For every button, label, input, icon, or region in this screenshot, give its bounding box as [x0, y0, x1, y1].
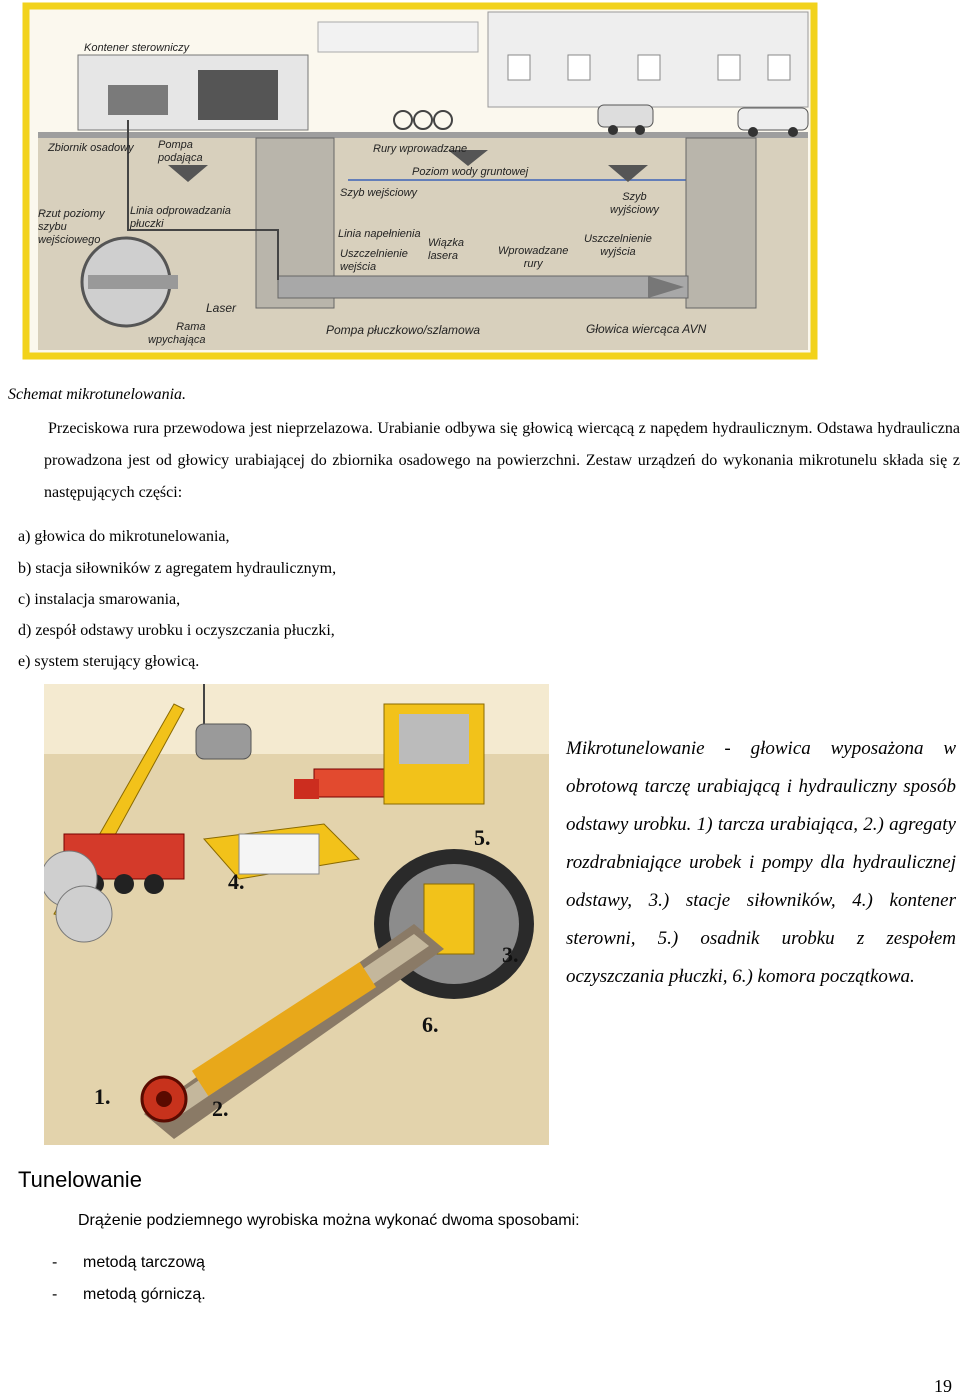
- microtunneling-diagram: [18, 0, 830, 375]
- bullet-dash: -: [52, 1254, 58, 1271]
- illustration-label-2: 2.: [212, 1096, 229, 1121]
- bullet-dash: -: [52, 1286, 58, 1303]
- illustration-label-4: 4.: [228, 869, 245, 894]
- label-szyb-wejsciowy: Szyb wejściowy: [340, 187, 418, 199]
- label-linia-odprowadzania: Linia odprowadzania płuczki: [130, 205, 231, 230]
- illustration-drawing: [44, 684, 549, 1145]
- method-item-mining: [52, 1286, 206, 1304]
- label-uszczelnienie-wyjscia: Uszczelnienie wyjścia: [584, 233, 652, 258]
- label-kontener: Kontener sterowniczy: [84, 42, 190, 54]
- list-item-d: d) zespół odstawy urobku i oczyszczania płuczki,: [18, 622, 335, 639]
- label-uszczelnienie-wejscia: Uszczelnienie wejścia: [340, 248, 408, 273]
- page-number: 19: [934, 1376, 952, 1396]
- method-item-shield: [52, 1254, 205, 1272]
- illustration-label-3: 3.: [502, 942, 519, 967]
- method-label: metodą górniczą.: [83, 1286, 206, 1303]
- list-item-e: e) system sterujący głowicą.: [18, 653, 200, 670]
- list-item-a: a) głowica do mikrotunelowania,: [18, 528, 230, 545]
- label-rzut: Rzut poziomy szybu wejściowego: [38, 208, 105, 246]
- intro-paragraph: Przeciskowa rura przewodowa jest nieprzelazowa. Urabianie odbywa się głowicą wiercącą z napędem hydraulicznym. Odstawa hydrauliczna prowadzona jest od głowicy urabiającej do zbiornika osadowego na powierzchni. Zestaw urządzeń do wykonania mikrotunelu składa się z następujących części:: [44, 420, 960, 501]
- illustration-label-1: 1.: [94, 1084, 111, 1109]
- label-linia-napelnienia: Linia napełnienia: [338, 228, 421, 240]
- label-poziom-wody: Poziom wody gruntowej: [412, 166, 529, 178]
- label-wiazka: Wiązka lasera: [428, 237, 464, 262]
- label-laser: Laser: [206, 301, 237, 315]
- illustration-label-5: 5.: [474, 825, 491, 850]
- list-item-b: b) stacja siłowników z agregatem hydraulicznym,: [18, 560, 337, 577]
- section-title: Tunelowanie: [18, 1167, 142, 1192]
- label-pompa-pluczkowo: Pompa płuczkowo/szlamowa: [326, 323, 481, 337]
- illustration-caption: Mikrotunelowanie - głowica wyposażona w obrotową tarczę urabiającą i hydrauliczny sposób odstawy urobku. 1) tarcza urabiająca, 2.) agregaty rozdrabniające urobek i pompy dla hydraulicznej odstawy, 3.) stacje siłowników, 4.) kontener sterowni, 5.) osadnik urobku z zespołem oczyszczania płuczki, 6.) komora początkowa.: [566, 738, 956, 987]
- illustration-label-6: 6.: [422, 1012, 439, 1037]
- diagram-drawing: [18, 0, 830, 375]
- diagram-caption: Schemat mikrotunelowania.: [8, 386, 187, 403]
- label-pompa-podajaca: Pompa podająca: [158, 139, 203, 164]
- label-rama: Rama wpychająca: [148, 321, 206, 346]
- label-wprowadzane-rury: Wprowadzane rury: [498, 245, 569, 270]
- label-glowica: Głowica wiercąca AVN: [586, 322, 707, 336]
- method-label: metodą tarczową: [83, 1254, 205, 1271]
- label-zbiornik: Zbiornik osadowy: [48, 142, 134, 154]
- label-rury: Rury wprowadzane: [373, 143, 468, 155]
- section-intro: Drążenie podziemnego wyrobiska można wykonać dwoma sposobami:: [78, 1212, 580, 1229]
- microtunneling-illustration: [44, 684, 549, 1145]
- label-szyb-wyjsciowy: Szyb wyjściowy: [610, 191, 659, 216]
- list-item-c: c) instalacja smarowania,: [18, 591, 181, 608]
